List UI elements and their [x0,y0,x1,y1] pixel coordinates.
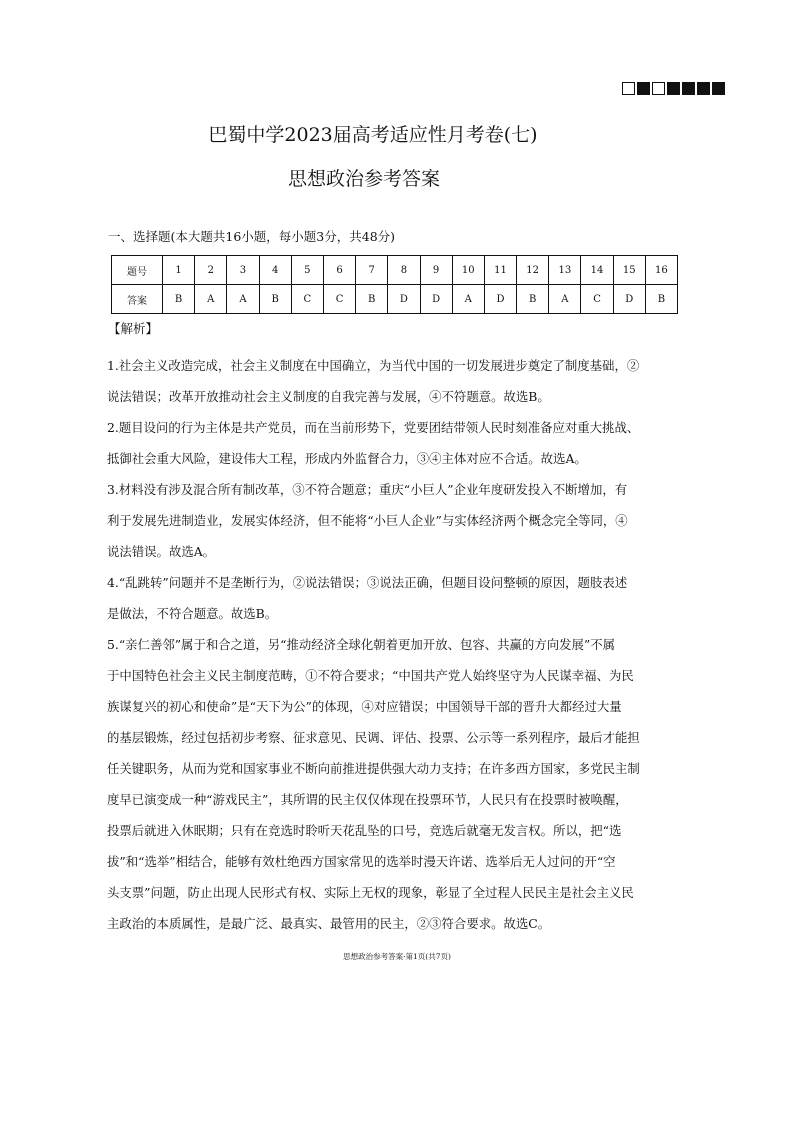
analysis-line: 说法错误。故选A。 [107,544,216,559]
exam-subtitle: 思想政治参考答案 [287,168,440,190]
answer-cell: B [356,285,388,314]
answer-cell: B [645,285,677,314]
exam-title: 巴蜀中学2023届高考适应性月考卷(七) [208,124,538,146]
question-number-cell: 2 [195,256,227,285]
question-number-cell: 13 [549,256,581,285]
analysis-line: 4.“乱跳转”问题并不是垄断行为，②说法错误；③说法正确，但题目设问整顿的原因，题肢表述 [107,575,628,590]
analysis-line: 主政治的本质属性，是最广泛、最真实、最管用的民主，②③符合要求。故选C。 [107,916,551,931]
question-number-cell: 4 [259,256,291,285]
answer-table [111,255,678,314]
question-number-cell: 10 [452,256,484,285]
answer-cell: B [259,285,291,314]
analysis-line: 的基层锻炼，经过包括初步考察、征求意见、民调、评估、投票、公示等一系列程序，最后才能担 [107,730,640,745]
analysis-label: 【解析】 [108,321,159,336]
answer-cell: C [291,285,323,314]
answer-cell: C [323,285,355,314]
answer-cell: C [581,285,613,314]
question-number-cell: 1 [163,256,195,285]
header-mark [712,82,725,95]
header-mark [652,82,665,95]
question-number-cell: 7 [356,256,388,285]
analysis-line: 2.题目设问的行为主体是共产党员，而在当前形势下，党要团结带领人民时刻准备应对重大挑战、 [107,420,640,435]
question-number-row [112,256,678,285]
analysis-line: 利于发展先进制造业，发展实体经济，但不能将“小巨人企业”与实体经济两个概念完全等同，④ [107,513,628,528]
analysis-line: 3.材料没有涉及混合所有制改革，③不符合题意；重庆“小巨人”企业年度研发投入不断增加，有 [107,482,628,497]
analysis-line: 说法错误；改革开放推动社会主义制度的自我完善与发展，④不符题意。故选B。 [107,389,550,404]
page-footer: 思想政治参考答案·第1页(共7页) [343,952,451,961]
answer-row [112,285,678,314]
row-header-number: 题号 [112,256,163,285]
analysis-line: 抵御社会重大风险，建设伟大工程，形成内外监督合力，③④主体对应不合适。故选A。 [107,451,587,466]
question-number-cell: 8 [388,256,420,285]
question-number-cell: 11 [484,256,516,285]
analysis-line: 族谋复兴的初心和使命”是“天下为公”的体现，④对应错误；中国领导干部的晋升大都经过大量 [107,699,622,714]
answer-cell: B [163,285,195,314]
analysis-line: 是做法，不符合题意。故选B。 [107,606,278,621]
row-header-answer: 答案 [112,285,163,314]
answer-cell: D [613,285,645,314]
question-number-cell: 9 [420,256,452,285]
section-heading: 一、选择题(本大题共16小题，每小题3分，共48分) [108,229,396,244]
question-number-cell: 12 [517,256,549,285]
header-mark [697,82,710,95]
analysis-line: 投票后就进入休眠期；只有在竞选时聆听天花乱坠的口号，竞选后就毫无发言权。所以，把“选 [107,823,622,838]
answer-cell: D [420,285,452,314]
header-mark [622,82,635,95]
answer-cell: B [517,285,549,314]
question-number-cell: 5 [291,256,323,285]
answer-cell: A [452,285,484,314]
question-number-cell: 15 [613,256,645,285]
analysis-body [107,350,687,939]
answer-cell: D [484,285,516,314]
header-mark [667,82,680,95]
answer-cell: A [195,285,227,314]
analysis-line: 5.“亲仁善邻”属于和合之道，另“推动经济全球化朝着更加开放、包容、共赢的方向发展”不属 [107,637,616,652]
question-number-cell: 6 [323,256,355,285]
analysis-line: 1.社会主义改造完成，社会主义制度在中国确立，为当代中国的一切发展进步奠定了制度基础，② [107,358,640,373]
header-mark [637,82,650,95]
header-marks [622,82,725,95]
answer-cell: A [549,285,581,314]
analysis-line: 头支票”问题，防止出现人民形式有权、实际上无权的现象，彰显了全过程人民民主是社会主义民 [107,885,634,900]
question-number-cell: 16 [645,256,677,285]
question-number-cell: 14 [581,256,613,285]
answer-cell: D [388,285,420,314]
analysis-line: 任关键职务，从而为党和国家事业不断向前推进提供强大动力支持；在许多西方国家，多党民主制 [107,761,640,776]
analysis-line: 于中国特色社会主义民主制度范畴，①不符合要求；“中国共产党人始终坚守为人民谋幸福、为民 [107,668,634,683]
header-mark [682,82,695,95]
analysis-line: 拔”和“选举”相结合，能够有效杜绝西方国家常见的选举时漫天许诺、选举后无人过问的开“空 [107,854,616,869]
answer-cell: A [227,285,259,314]
analysis-line: 度早已演变成一种“游戏民主”，其所谓的民主仅仅体现在投票环节，人民只有在投票时被唤醒， [107,792,628,807]
question-number-cell: 3 [227,256,259,285]
